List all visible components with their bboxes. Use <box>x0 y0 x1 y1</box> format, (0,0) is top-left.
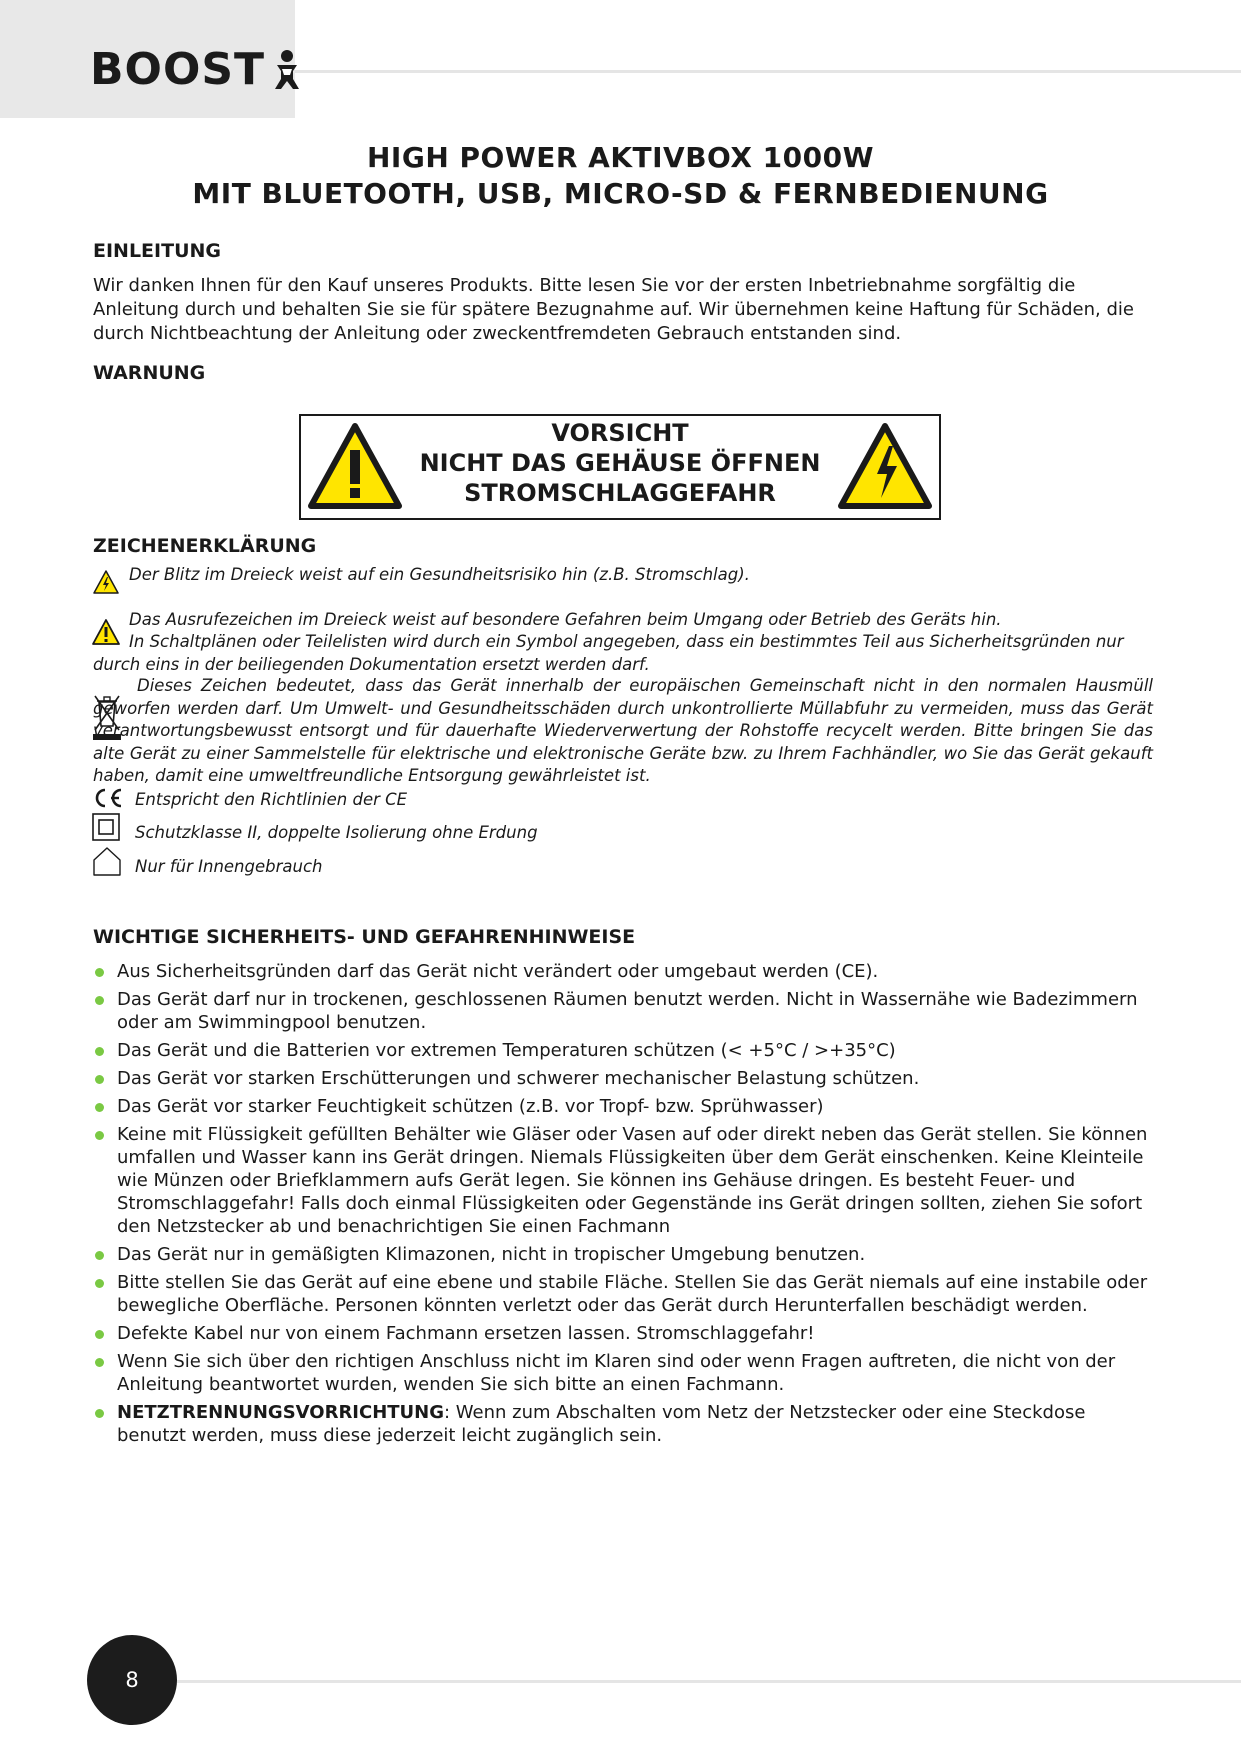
warning-box <box>299 414 941 520</box>
safety-item: Das Gerät vor starker Feuchtigkeit schützen (z.B. vor Tropf- bzw. Sprühwasser) <box>93 1095 1153 1118</box>
safety-item-disconnect <box>93 1401 1153 1447</box>
legend-weee-text: Dieses Zeichen bedeutet, dass das Gerät innerhalb der europäischen Gemeinschaft nicht in den normalen Hausmüll geworfen werden darf. Um Umwelt- und Gesundheitsschäden durch unkontrollierte Müllabfuhr zu vermeiden, muss das Gerät verantwortungsbewusst entsorgt und für dauerhafte Wiederverwertung der Rohstoffe recycelt werden. Bitte bringen Sie das alte Gerät zu einer Sammelstelle für elektrische und elektronische Geräte bzw. zu Ihrem Fachhändler, wo Sie das Gerät gekauft haben, damit eine umweltfreundliche Entsorgung gewährleistet ist. <box>93 676 1153 785</box>
intro-text: Wir danken Ihnen für den Kauf unseres Produkts. Bitte lesen Sie vor der ersten Inbetriebnahme sorgfältig die Anleitung durch und behalten Sie sie für spätere Bezugnahme auf. Wir übernehmen keine Haftung für Schäden, die durch Nichtbeachtung der Anleitung oder zweckentfremdeten Gebrauch entstanden sind. <box>93 275 1134 344</box>
warning-line-1: VORSICHT <box>551 419 689 447</box>
page-title <box>0 140 1241 212</box>
warning-line-2: NICHT DAS GEHÄUSE ÖFFNEN <box>419 449 821 477</box>
legend-class2-text: Schutzklasse II, doppelte Isolierung ohne Erdung <box>135 823 538 842</box>
warning-line-3: STROMSCHLAGGEFAHR <box>464 479 776 507</box>
title-line-2: MIT BLUETOOTH, USB, MICRO-SD & FERNBEDIENUNG <box>192 177 1049 210</box>
logo-text: BOOST <box>90 44 266 95</box>
safety-item: Wenn Sie sich über den richtigen Anschluss nicht im Klaren sind oder wenn Fragen auftreten, die nicht von der Anleitung beantwortet wurden, wenden Sie sich bitte an einen Fachmann. <box>93 1350 1153 1396</box>
disconnect-label: NETZTRENNUNGSVORRICHTUNG <box>117 1402 445 1423</box>
legend-exclamation-text-2: In Schaltplänen oder Teilelisten wird durch ein Symbol angegeben, dass ein bestimmtes Teil aus Sicherheitsgründen nur durch eins in der beiliegenden Dokumentation ersetzt werden darf. <box>93 632 1124 674</box>
legend-lightning-text: Der Blitz im Dreieck weist auf ein Gesundheitsrisiko hin (z.B. Stromschlag). <box>129 565 750 584</box>
safety-item: Das Gerät nur in gemäßigten Klimazonen, nicht in tropischer Umgebung benutzen. <box>93 1243 1153 1266</box>
footer-divider <box>177 1680 1241 1683</box>
safety-item: Das Gerät darf nur in trockenen, geschlossenen Räumen benutzt werden. Nicht in Wassernähe wie Badezimmern oder am Swimmingpool benutzen. <box>93 988 1153 1034</box>
lightning-triangle-icon <box>837 422 933 512</box>
protection-class-2-icon <box>92 813 120 841</box>
legend-exclamation-text-1: Das Ausrufezeichen im Dreieck weist auf besondere Gefahren beim Umgang oder Betrieb des Geräts hin. <box>129 610 1002 629</box>
safety-list <box>93 960 1153 1452</box>
safety-item: Bitte stellen Sie das Gerät auf eine ebene und stabile Fläche. Stellen Sie das Gerät niemals auf eine instabile oder bewegliche Oberfläche. Personen könnten verletzt oder das Gerät durch Herunterfallen beschädigt werden. <box>93 1271 1153 1317</box>
lightning-small-icon <box>93 570 119 594</box>
header-divider <box>295 70 1241 73</box>
safety-item: Das Gerät vor starken Erschütterungen und schwerer mechanischer Belastung schützen. <box>93 1067 1153 1090</box>
safety-item: Keine mit Flüssigkeit gefüllten Behälter wie Gläser oder Vasen auf oder direkt neben das Gerät stellen. Sie können umfallen und Wasser kann ins Gerät dringen. Niemals Flüssigkeiten über dem Gerät einschenken. Keine Kleinteile wie Münzen oder Briefklammern aufs Gerät legen. Sie können ins Gehäuse dringen. Es besteht Feuer- und Stromschlaggefahr! Falls doch einmal Flüssigkeiten oder Gegenstände ins Gerät dringen sollten, ziehen Sie sofort den Netzstecker ab und benachrichtigen Sie einen Fachmann <box>93 1123 1153 1238</box>
intro-heading: EINLEITUNG <box>93 240 221 262</box>
warning-heading: WARNUNG <box>93 362 206 384</box>
legend-indoor-text: Nur für Innengebrauch <box>135 857 323 876</box>
safety-heading: WICHTIGE SICHERHEITS- UND GEFAHRENHINWEISE <box>93 926 636 948</box>
disconnect-text: : Wenn zum Abschalten vom Netz der Netzstecker oder eine Steckdose benutzt werden, muss diese jederzeit leicht zugänglich sein. <box>117 1402 1086 1446</box>
indoor-house-icon <box>92 846 122 876</box>
logo-area <box>0 0 295 118</box>
brand-logo <box>90 44 301 95</box>
safety-item: Aus Sicherheitsgründen darf das Gerät nicht verändert oder umgebaut werden (CE). <box>93 960 1153 983</box>
legend-ce-text: Entspricht den Richtlinien der CE <box>135 790 408 809</box>
title-line-1: HIGH POWER AKTIVBOX 1000W <box>366 141 874 174</box>
legend-heading: ZEICHENERKLÄRUNG <box>93 535 317 557</box>
safety-item: Defekte Kabel nur von einem Fachmann ersetzen lassen. Stromschlaggefahr! <box>93 1322 1153 1345</box>
page-number: 8 <box>87 1635 177 1725</box>
safety-item: Das Gerät und die Batterien vor extremen Temperaturen schützen (< +5°C / >+35°C) <box>93 1039 1153 1062</box>
ce-mark-icon <box>92 787 124 809</box>
